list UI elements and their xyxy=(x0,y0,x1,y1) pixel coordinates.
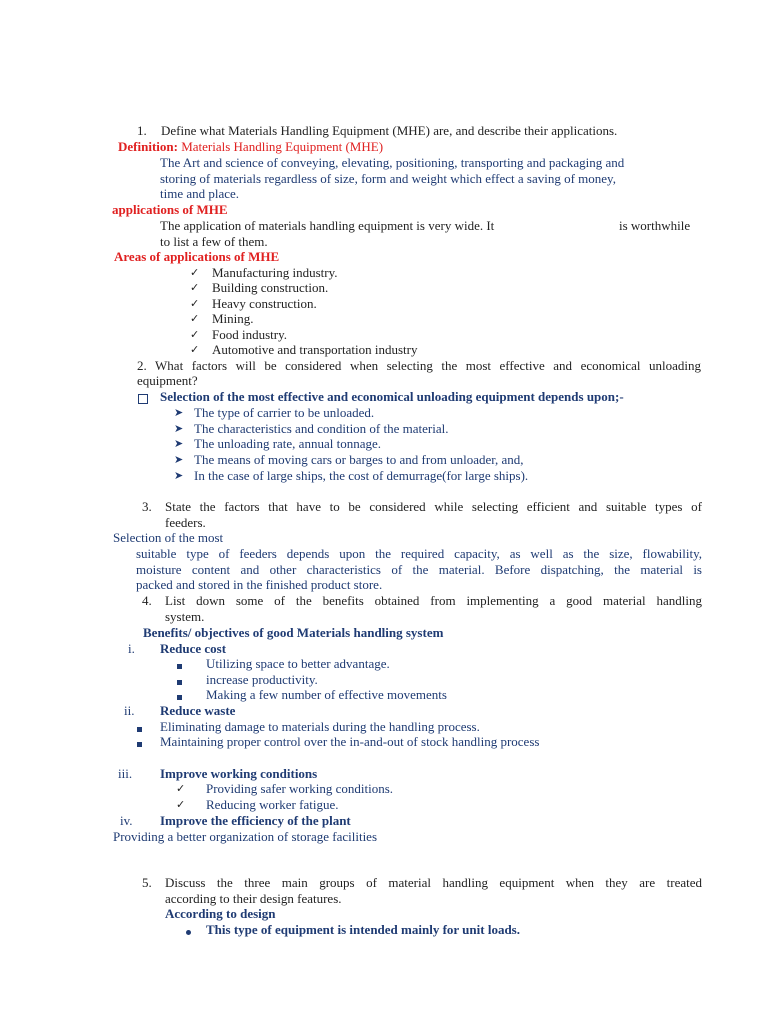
area-item: Building construction. xyxy=(212,280,329,295)
square-bullet-icon xyxy=(137,720,142,735)
check-mark-icon: ✓ xyxy=(190,281,200,294)
definition-text-1: The Art and science of conveying, elevating, positioning, transporting and packaging and xyxy=(160,155,625,170)
q3-answer-line1: suitable type of feeders depends upon the required capacity, as well as the size, flowability, xyxy=(136,546,702,561)
q5-question-line1: Discuss the three main groups of material handling equipment when they are treated xyxy=(165,875,702,890)
check-mark-icon: ✓ xyxy=(190,312,200,325)
q5-number: 5. xyxy=(142,875,152,890)
q2-heading: Selection of the most effective and economical unloading equipment depends upon;- xyxy=(160,389,624,404)
section-item: Maintaining proper control over the in-and-out of stock handling process xyxy=(160,734,540,749)
applications-heading: applications of MHE xyxy=(112,202,228,217)
arrow-bullet-icon: ➤ xyxy=(174,422,184,435)
q5-subheading: According to design xyxy=(165,906,276,921)
definition-text-2: storing of materials regardless of size, form and weight which effect a saving of money, xyxy=(160,171,616,186)
area-item: Automotive and transportation industry xyxy=(212,342,418,357)
definition-text-3: time and place. xyxy=(160,186,240,201)
section-item: Providing a better organization of storage facilities xyxy=(113,829,378,844)
definition-line xyxy=(118,139,383,154)
q4-number: 4. xyxy=(142,593,152,608)
check-mark-icon: ✓ xyxy=(190,297,200,310)
check-mark-icon: ✓ xyxy=(190,266,200,279)
area-item: Heavy construction. xyxy=(212,296,317,311)
square-bullet-icon xyxy=(177,673,182,688)
q3-question-line1: State the factors that have to be considered while selecting efficient and suitable types of xyxy=(165,499,702,514)
arrow-bullet-icon: ➤ xyxy=(174,453,184,466)
q1-number: 1. xyxy=(137,123,147,138)
q5-question-line2: according to their design features. xyxy=(165,891,342,906)
applications-text-2: to list a few of them. xyxy=(160,234,268,249)
area-item: Mining. xyxy=(212,311,254,326)
q4-question-line1: List down some of the benefits obtained from implementing a good material handling xyxy=(165,593,702,608)
q4-heading: Benefits/ objectives of good Materials handling system xyxy=(143,625,444,640)
q2-question-line2: equipment? xyxy=(137,373,198,388)
arrow-bullet-icon: ➤ xyxy=(174,406,184,419)
q2-item: The type of carrier to be unloaded. xyxy=(194,405,375,420)
section-item: Providing safer working conditions. xyxy=(206,781,394,796)
section-number: i. xyxy=(128,641,135,656)
arrow-bullet-icon: ➤ xyxy=(174,437,184,450)
arrow-bullet-icon: ➤ xyxy=(174,469,184,482)
q3-answer-line2: moisture content and other characteristics of the material. Before dispatching, the material is xyxy=(136,562,702,577)
q2-question-line1: 2. What factors will be considered when selecting the most effective and economical unloading xyxy=(137,358,701,373)
check-mark-icon: ✓ xyxy=(190,328,200,341)
section-title: Improve working conditions xyxy=(160,766,318,781)
q2-item: In the case of large ships, the cost of demurrage(for large ships). xyxy=(194,468,529,483)
q3-answer-intro: Selection of the most xyxy=(113,530,224,545)
square-bullet-icon xyxy=(177,688,182,703)
section-item: Reducing worker fatigue. xyxy=(206,797,339,812)
q2-item: The unloading rate, annual tonnage. xyxy=(194,436,381,451)
areas-heading: Areas of applications of MHE xyxy=(114,249,280,264)
square-bullet-icon xyxy=(137,735,142,750)
q3-question-line2: feeders. xyxy=(165,515,206,530)
section-number: iv. xyxy=(120,813,133,828)
q3-answer-line3: packed and stored in the finished product store. xyxy=(136,577,383,592)
q1-question: Define what Materials Handling Equipment (MHE) are, and describe their applications. xyxy=(161,123,618,138)
area-item: Manufacturing industry. xyxy=(212,265,338,280)
section-title: Reduce cost xyxy=(160,641,227,656)
definition-term: Materials Handling Equipment (MHE) xyxy=(181,139,384,154)
check-mark-icon: ✓ xyxy=(176,798,186,811)
section-title: Improve the efficiency of the plant xyxy=(160,813,351,828)
section-item: Eliminating damage to materials during the handling process. xyxy=(160,719,480,734)
q3-number: 3. xyxy=(142,499,152,514)
applications-text-1a: The application of materials handling equipment is very wide. It xyxy=(160,218,495,233)
section-title: Reduce waste xyxy=(160,703,236,718)
section-item: Making a few number of effective movements xyxy=(206,687,447,702)
applications-text-1b: is worthwhile xyxy=(619,218,691,233)
section-item: Utilizing space to better advantage. xyxy=(206,656,390,671)
q4-question-line2: system. xyxy=(165,609,205,624)
section-number: ii. xyxy=(124,703,135,718)
empty-box-bullet-icon xyxy=(138,392,148,407)
check-mark-icon: ✓ xyxy=(190,343,200,356)
q2-item: The means of moving cars or barges to and from unloader, and, xyxy=(194,452,524,467)
dot-bullet-icon xyxy=(186,923,191,938)
square-bullet-icon xyxy=(177,657,182,672)
q2-item: The characteristics and condition of the material. xyxy=(194,421,449,436)
definition-label: Definition: xyxy=(118,139,178,154)
q5-bullet: This type of equipment is intended mainly for unit loads. xyxy=(206,922,520,937)
check-mark-icon: ✓ xyxy=(176,782,186,795)
section-number: iii. xyxy=(118,766,133,781)
area-item: Food industry. xyxy=(212,327,287,342)
section-item: increase productivity. xyxy=(206,672,318,687)
